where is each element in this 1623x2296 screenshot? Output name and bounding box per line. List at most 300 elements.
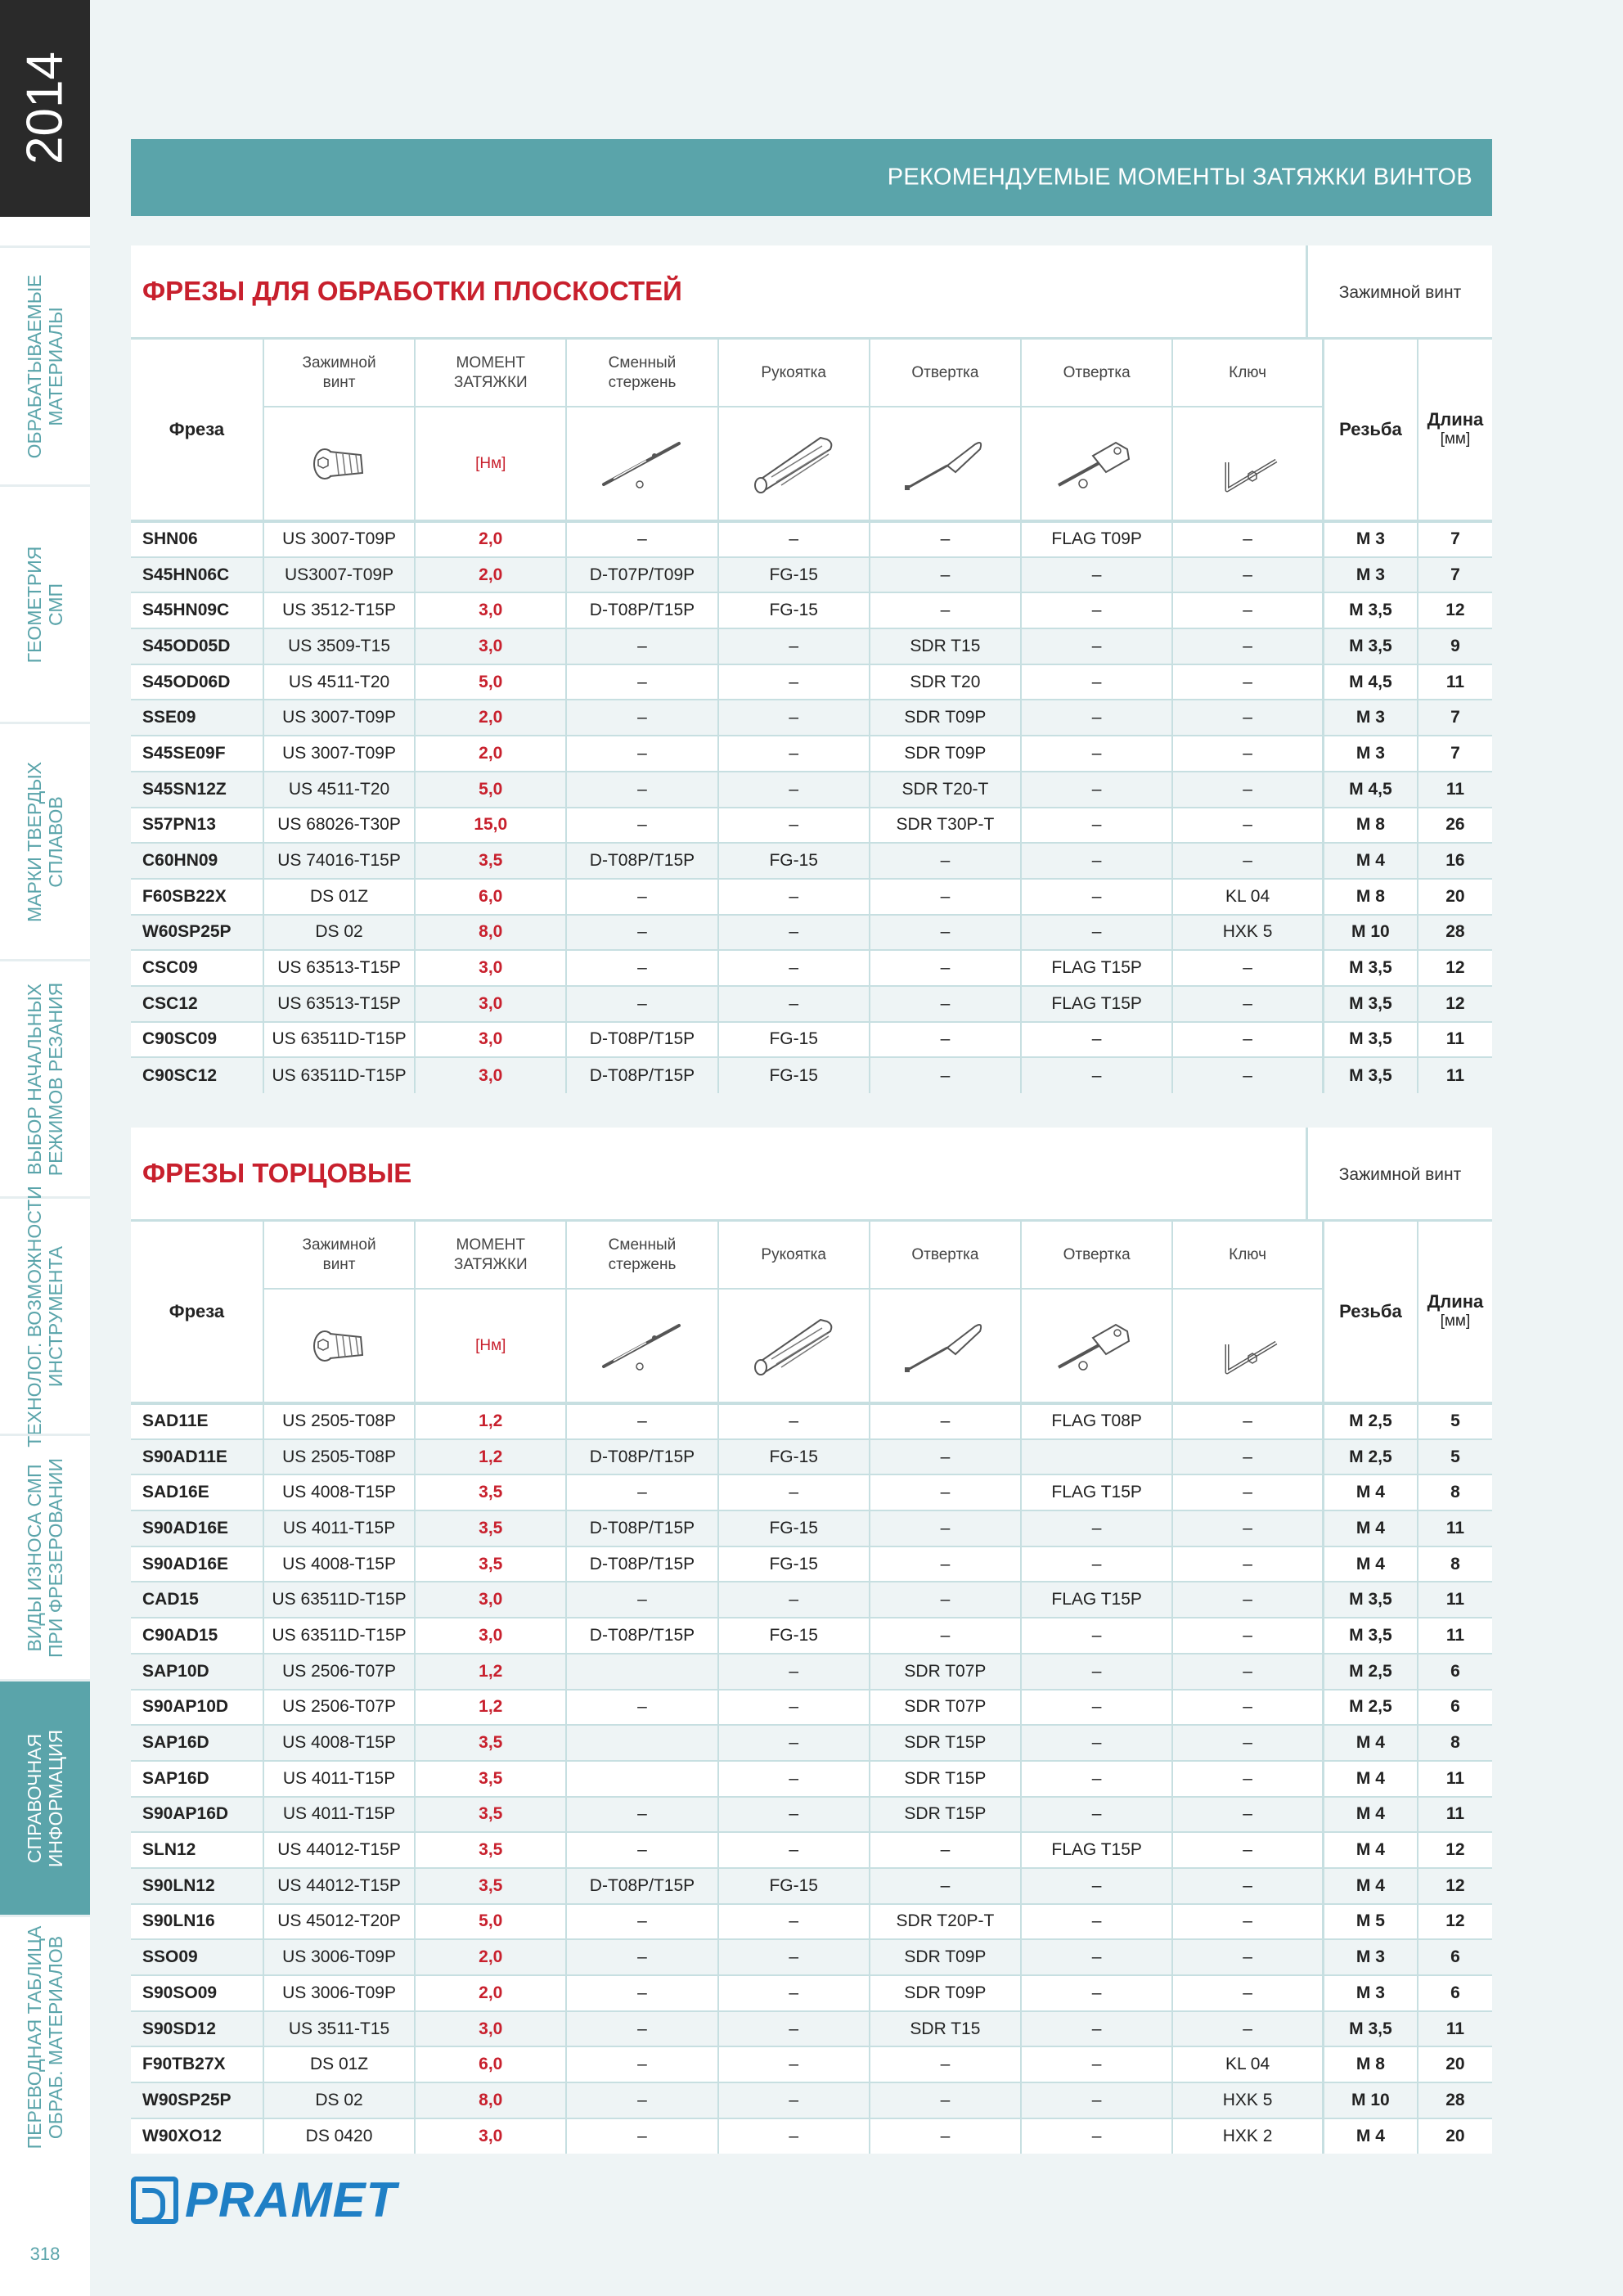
cell-flag-screwdriver: – <box>1021 700 1172 736</box>
cell-length: 20 <box>1418 2046 1492 2082</box>
cell-shaft: – <box>566 2011 717 2047</box>
table-row <box>131 950 1492 986</box>
sidebar-tab-label <box>24 1457 66 1657</box>
cell-torque: 3,0 <box>415 2011 566 2047</box>
cell-key: – <box>1172 1510 1323 1546</box>
cell-flag-screwdriver: FLAG T08P <box>1021 1403 1172 1439</box>
cell-clamp-screw: US 63511D-T15P <box>263 1582 415 1618</box>
cell-thread: M 2,5 <box>1323 1439 1417 1475</box>
cell-screwdriver: SDR T20 <box>870 664 1021 700</box>
cell-length: 7 <box>1418 557 1492 593</box>
cell-torque: 3,5 <box>415 1725 566 1761</box>
cell-screwdriver: – <box>870 950 1021 986</box>
cell-length: 6 <box>1418 1690 1492 1726</box>
page-number: 318 <box>29 2244 61 2264</box>
table-body <box>131 1403 1492 2154</box>
cell-clamp-screw: US 4008-T15P <box>263 1546 415 1582</box>
cell-length: 12 <box>1418 986 1492 1022</box>
col-header-key: Ключ <box>1172 340 1323 407</box>
cell-screwdriver: – <box>870 1832 1021 1868</box>
cell-handle: FG-15 <box>718 592 870 628</box>
cell-mill: F60SB22X <box>131 879 263 915</box>
cell-handle: – <box>718 700 870 736</box>
table-row <box>131 772 1492 808</box>
table-row <box>131 1868 1492 1904</box>
sidebar-tab-label-line: СПРАВОЧНАЯ <box>24 1733 45 1863</box>
year-badge <box>0 0 90 217</box>
table-row <box>131 808 1492 844</box>
cell-thread: M 10 <box>1323 915 1417 951</box>
cell-handle: – <box>718 664 870 700</box>
cell-key: – <box>1172 2011 1323 2047</box>
cell-shaft: – <box>566 2082 717 2118</box>
cell-mill: W60SP25P <box>131 915 263 951</box>
cell-torque: 1,2 <box>415 1654 566 1690</box>
cell-screwdriver: – <box>870 557 1021 593</box>
cell-handle: FG-15 <box>718 557 870 593</box>
cell-key: – <box>1172 1690 1323 1726</box>
cell-thread: M 3 <box>1323 521 1417 557</box>
cell-length: 11 <box>1418 1057 1492 1093</box>
table-body <box>131 521 1492 1093</box>
sidebar-tab-label <box>24 1729 66 1866</box>
cell-screwdriver: – <box>870 879 1021 915</box>
cell-length: 28 <box>1418 2082 1492 2118</box>
cell-screwdriver: SDR T20-T <box>870 772 1021 808</box>
cell-thread: M 8 <box>1323 2046 1417 2082</box>
cell-thread: M 2,5 <box>1323 1654 1417 1690</box>
cell-clamp-screw: US 63511D-T15P <box>263 1022 415 1058</box>
flag-screwdriver-icon <box>1021 407 1172 521</box>
cell-screwdriver: – <box>870 1022 1021 1058</box>
cell-handle: – <box>718 772 870 808</box>
cell-mill: S90AD16E <box>131 1546 263 1582</box>
cell-length: 7 <box>1418 521 1492 557</box>
cell-handle: – <box>718 2118 870 2154</box>
cell-flag-screwdriver: – <box>1021 1690 1172 1726</box>
cell-shaft: – <box>566 1904 717 1940</box>
cell-handle: – <box>718 521 870 557</box>
col-header-torque: МОМЕНТ ЗАТЯЖКИ <box>415 1222 566 1289</box>
col-header-shaft: Сменный стержень <box>566 1222 717 1289</box>
cell-shaft: – <box>566 1832 717 1868</box>
cell-length: 11 <box>1418 1022 1492 1058</box>
cell-thread: M 4 <box>1323 1761 1417 1797</box>
cell-clamp-screw: DS 02 <box>263 2082 415 2118</box>
cell-shaft: D-T08P/T15P <box>566 592 717 628</box>
sidebar-tab[interactable] <box>0 959 90 1196</box>
col-header-mill: Фреза <box>131 1222 263 1403</box>
cell-length: 5 <box>1418 1439 1492 1475</box>
table-row <box>131 1022 1492 1058</box>
cell-length: 11 <box>1418 1582 1492 1618</box>
cell-torque: 1,2 <box>415 1403 566 1439</box>
sidebar-tab[interactable] <box>0 722 90 959</box>
cell-screwdriver: – <box>870 592 1021 628</box>
cell-screwdriver: SDR T15P <box>870 1797 1021 1833</box>
cell-mill: SSE09 <box>131 700 263 736</box>
torx-bit-icon <box>566 1289 717 1403</box>
cell-clamp-screw: US 63513-T15P <box>263 986 415 1022</box>
screw-icon <box>263 407 415 521</box>
cell-handle: FG-15 <box>718 1510 870 1546</box>
cell-shaft: – <box>566 664 717 700</box>
table-header <box>131 1222 1492 1403</box>
cell-torque: 2,0 <box>415 736 566 772</box>
cell-clamp-screw: US 4008-T15P <box>263 1725 415 1761</box>
cell-mill: S90SO09 <box>131 1975 263 2011</box>
cell-clamp-screw: US 3007-T09P <box>263 736 415 772</box>
cell-mill: SLN12 <box>131 1832 263 1868</box>
cell-flag-screwdriver: – <box>1021 1725 1172 1761</box>
cell-flag-screwdriver: – <box>1021 1939 1172 1975</box>
cell-shaft: – <box>566 2046 717 2082</box>
cell-mill: C90AD15 <box>131 1618 263 1654</box>
cell-screwdriver: – <box>870 1474 1021 1510</box>
sidebar-tab[interactable] <box>0 1679 90 1915</box>
cell-handle: – <box>718 1975 870 2011</box>
cell-thread: M 2,5 <box>1323 1690 1417 1726</box>
cell-mill: S90AD16E <box>131 1510 263 1546</box>
cell-thread: M 3,5 <box>1323 950 1417 986</box>
cell-shaft: – <box>566 736 717 772</box>
cell-torque: 15,0 <box>415 808 566 844</box>
sidebar-tab[interactable] <box>0 245 90 484</box>
cell-torque: 8,0 <box>415 915 566 951</box>
cell-handle: – <box>718 1904 870 1940</box>
table-row <box>131 1057 1492 1093</box>
cell-mill: CSC12 <box>131 986 263 1022</box>
col-header-clamp-screw: Зажимной винт <box>263 340 415 407</box>
torque-unit: [Нм] <box>415 1289 566 1403</box>
cell-clamp-screw: US 3006-T09P <box>263 1939 415 1975</box>
cell-handle: – <box>718 736 870 772</box>
cell-mill: S90SD12 <box>131 2011 263 2047</box>
cell-flag-screwdriver: – <box>1021 1618 1172 1654</box>
cell-key: – <box>1172 1022 1323 1058</box>
cell-key: – <box>1172 1797 1323 1833</box>
cell-screwdriver: SDR T30P-T <box>870 808 1021 844</box>
cell-key: HXK 2 <box>1172 2118 1323 2154</box>
table-row <box>131 1546 1492 1582</box>
cell-clamp-screw: US 45012-T20P <box>263 1904 415 1940</box>
cell-thread: M 3,5 <box>1323 1618 1417 1654</box>
cell-length: 28 <box>1418 915 1492 951</box>
sidebar-tab-label <box>24 982 66 1175</box>
cell-thread: M 3,5 <box>1323 986 1417 1022</box>
cell-screwdriver: – <box>870 2046 1021 2082</box>
sidebar-tab[interactable] <box>0 1434 90 1679</box>
col-header-handle: Рукоятка <box>718 1222 870 1289</box>
cell-key: – <box>1172 1725 1323 1761</box>
cell-torque: 3,0 <box>415 628 566 664</box>
sidebar-tab-label-line: ВИДЫ ИЗНОСА СМП <box>24 1463 45 1652</box>
cell-flag-screwdriver: – <box>1021 808 1172 844</box>
cell-clamp-screw: US 2506-T07P <box>263 1654 415 1690</box>
cell-thread: M 3 <box>1323 1939 1417 1975</box>
cell-length: 12 <box>1418 1868 1492 1904</box>
col-header-flag-screwdriver: Отвертка <box>1021 1222 1172 1289</box>
cell-clamp-screw: US 4511-T20 <box>263 664 415 700</box>
sidebar <box>0 0 90 2296</box>
cell-key: – <box>1172 1832 1323 1868</box>
cell-torque: 2,0 <box>415 521 566 557</box>
cell-clamp-screw: US 68026-T30P <box>263 808 415 844</box>
table-row <box>131 2118 1492 2154</box>
cell-handle: – <box>718 1939 870 1975</box>
cell-torque: 3,0 <box>415 986 566 1022</box>
cell-flag-screwdriver: – <box>1021 736 1172 772</box>
cell-mill: S45SE09F <box>131 736 263 772</box>
cell-screwdriver: – <box>870 1439 1021 1475</box>
cell-clamp-screw: US3007-T09P <box>263 557 415 593</box>
cell-screwdriver: SDR T07P <box>870 1690 1021 1726</box>
torx-bit-icon <box>566 407 717 521</box>
cell-torque: 2,0 <box>415 1939 566 1975</box>
cell-handle: – <box>718 1725 870 1761</box>
sidebar-tab-label-line: ТЕХНОЛОГ. ВОЗМОЖНОСТИ <box>24 1185 45 1447</box>
cell-shaft: – <box>566 1939 717 1975</box>
cell-torque: 3,5 <box>415 1761 566 1797</box>
cell-thread: M 3,5 <box>1323 1582 1417 1618</box>
hex-key-icon <box>1172 1289 1323 1403</box>
cell-flag-screwdriver: – <box>1021 843 1172 879</box>
cell-flag-screwdriver: – <box>1021 557 1172 593</box>
hex-key-icon <box>1172 407 1323 521</box>
cell-thread: M 10 <box>1323 2082 1417 2118</box>
table-row <box>131 1725 1492 1761</box>
cell-flag-screwdriver: – <box>1021 772 1172 808</box>
handle-icon <box>718 1289 870 1403</box>
table-row <box>131 1439 1492 1475</box>
cell-screwdriver: SDR T15 <box>870 628 1021 664</box>
cell-handle: – <box>718 2011 870 2047</box>
cell-length: 6 <box>1418 1975 1492 2011</box>
cell-torque: 3,0 <box>415 1582 566 1618</box>
table-row <box>131 664 1492 700</box>
cell-clamp-screw: US 4511-T20 <box>263 772 415 808</box>
cell-key: – <box>1172 1546 1323 1582</box>
cell-mill: S90AD11E <box>131 1439 263 1475</box>
cell-torque: 3,5 <box>415 1832 566 1868</box>
cell-length: 6 <box>1418 1939 1492 1975</box>
cell-mill: S45OD05D <box>131 628 263 664</box>
cell-shaft <box>566 1654 717 1690</box>
cell-flag-screwdriver <box>1021 1439 1172 1475</box>
cell-screwdriver: – <box>870 1510 1021 1546</box>
cell-handle: – <box>718 1474 870 1510</box>
sidebar-tab-label-line: ВЫБОР НАЧАЛЬНЫХ <box>24 983 45 1175</box>
cell-thread: M 3 <box>1323 736 1417 772</box>
cell-shaft: – <box>566 1975 717 2011</box>
cell-flag-screwdriver: – <box>1021 2082 1172 2118</box>
cell-mill: C90SC12 <box>131 1057 263 1093</box>
section-header <box>131 1128 1492 1222</box>
cell-length: 11 <box>1418 1797 1492 1833</box>
cell-clamp-screw: US 4011-T15P <box>263 1510 415 1546</box>
cell-flag-screwdriver: – <box>1021 1546 1172 1582</box>
cell-flag-screwdriver: – <box>1021 2118 1172 2154</box>
cell-torque: 3,0 <box>415 950 566 986</box>
cell-length: 20 <box>1418 2118 1492 2154</box>
cell-shaft: D-T08P/T15P <box>566 1868 717 1904</box>
cell-mill: S90LN12 <box>131 1868 263 1904</box>
cell-handle: – <box>718 628 870 664</box>
cell-handle: – <box>718 1832 870 1868</box>
page-header-banner <box>131 139 1492 216</box>
col-header-screwdriver: Отвертка <box>870 1222 1021 1289</box>
cell-screwdriver: – <box>870 1618 1021 1654</box>
cell-length: 7 <box>1418 700 1492 736</box>
cell-key: – <box>1172 1057 1323 1093</box>
cell-handle: FG-15 <box>718 1057 870 1093</box>
cell-flag-screwdriver: FLAG T15P <box>1021 986 1172 1022</box>
cell-handle: – <box>718 950 870 986</box>
cell-mill: C60HN09 <box>131 843 263 879</box>
cell-thread: M 3 <box>1323 1975 1417 2011</box>
col-header-flag-screwdriver: Отвертка <box>1021 340 1172 407</box>
table-row <box>131 843 1492 879</box>
sidebar-tab-label-line: РЕЖИМОВ РЕЗАНИЯ <box>45 982 66 1176</box>
cell-handle: FG-15 <box>718 1618 870 1654</box>
cell-clamp-screw: DS 01Z <box>263 879 415 915</box>
cell-shaft: – <box>566 521 717 557</box>
cell-length: 8 <box>1418 1725 1492 1761</box>
sidebar-tab[interactable] <box>0 484 90 722</box>
cell-screwdriver: SDR T15P <box>870 1725 1021 1761</box>
cell-thread: M 2,5 <box>1323 1403 1417 1439</box>
sidebar-tab-label <box>24 1186 66 1447</box>
section-end-mills <box>131 1128 1492 2154</box>
cell-handle: – <box>718 808 870 844</box>
sidebar-tab-label-line: МАРКИ ТВЕРДЫХ <box>24 761 45 922</box>
cell-length: 12 <box>1418 950 1492 986</box>
cell-handle: – <box>718 1403 870 1439</box>
cell-handle: FG-15 <box>718 1022 870 1058</box>
cell-handle: – <box>718 1761 870 1797</box>
cell-clamp-screw: US 3511-T15 <box>263 2011 415 2047</box>
cell-length: 26 <box>1418 808 1492 844</box>
cell-screwdriver: – <box>870 986 1021 1022</box>
sidebar-tab-label <box>24 274 66 458</box>
cell-mill: F90TB27X <box>131 2046 263 2082</box>
cell-screwdriver: – <box>870 1868 1021 1904</box>
cell-flag-screwdriver: FLAG T09P <box>1021 521 1172 557</box>
cell-shaft: D-T08P/T15P <box>566 1439 717 1475</box>
table-row <box>131 879 1492 915</box>
cell-flag-screwdriver: FLAG T15P <box>1021 1474 1172 1510</box>
cell-shaft <box>566 1725 717 1761</box>
cell-torque: 3,5 <box>415 1510 566 1546</box>
cell-flag-screwdriver: – <box>1021 1904 1172 1940</box>
cell-flag-screwdriver: – <box>1021 628 1172 664</box>
cell-length: 16 <box>1418 843 1492 879</box>
cell-shaft: – <box>566 879 717 915</box>
cell-length: 7 <box>1418 736 1492 772</box>
sidebar-tab-label <box>24 1925 66 2149</box>
sidebar-tab-label-line: ПЕРЕВОДНАЯ ТАБЛИЦА <box>24 1925 45 2149</box>
cell-screwdriver: SDR T15P <box>870 1761 1021 1797</box>
col-header-clamp-screw: Зажимной винт <box>263 1222 415 1289</box>
cell-flag-screwdriver: – <box>1021 1797 1172 1833</box>
cell-torque: 3,5 <box>415 1546 566 1582</box>
cell-mill: S57PN13 <box>131 808 263 844</box>
cell-shaft: – <box>566 1582 717 1618</box>
col-header-length: Длина [мм] <box>1418 340 1492 521</box>
table-row <box>131 1690 1492 1726</box>
cell-thread: M 4,5 <box>1323 772 1417 808</box>
cell-shaft: D-T07P/T09P <box>566 557 717 593</box>
cell-thread: M 4 <box>1323 1797 1417 1833</box>
cell-mill: SSO09 <box>131 1939 263 1975</box>
cell-torque: 5,0 <box>415 664 566 700</box>
cell-flag-screwdriver: FLAG T15P <box>1021 950 1172 986</box>
sidebar-tab[interactable] <box>0 1915 90 2157</box>
cell-key: – <box>1172 1403 1323 1439</box>
cell-thread: M 4 <box>1323 843 1417 879</box>
cell-mill: S45HN09C <box>131 592 263 628</box>
cell-flag-screwdriver: FLAG T15P <box>1021 1582 1172 1618</box>
table-row <box>131 2011 1492 2047</box>
cell-length: 9 <box>1418 628 1492 664</box>
cell-shaft: – <box>566 808 717 844</box>
cell-key: – <box>1172 1761 1323 1797</box>
cell-length: 12 <box>1418 1832 1492 1868</box>
table-row <box>131 521 1492 557</box>
cell-torque: 3,5 <box>415 1797 566 1833</box>
table-row <box>131 700 1492 736</box>
sidebar-tab[interactable] <box>0 1185 90 1447</box>
cell-thread: M 3,5 <box>1323 628 1417 664</box>
cell-clamp-screw: US 44012-T15P <box>263 1832 415 1868</box>
cell-key: – <box>1172 557 1323 593</box>
sidebar-tab-label <box>24 762 66 922</box>
col-header-screwdriver: Отвертка <box>870 340 1021 407</box>
cell-shaft <box>566 1761 717 1797</box>
cell-key: – <box>1172 808 1323 844</box>
cell-flag-screwdriver: – <box>1021 915 1172 951</box>
cell-shaft: – <box>566 986 717 1022</box>
cell-shaft: D-T08P/T15P <box>566 843 717 879</box>
cell-torque: 6,0 <box>415 879 566 915</box>
cell-key: – <box>1172 843 1323 879</box>
cell-clamp-screw: US 3006-T09P <box>263 1975 415 2011</box>
table-row <box>131 1761 1492 1797</box>
cell-key: – <box>1172 628 1323 664</box>
cell-key: – <box>1172 1618 1323 1654</box>
cell-thread: M 3,5 <box>1323 1022 1417 1058</box>
col-header-shaft: Сменный стержень <box>566 340 717 407</box>
cell-clamp-screw: US 2505-T08P <box>263 1439 415 1475</box>
table-row <box>131 1510 1492 1546</box>
cell-length: 5 <box>1418 1403 1492 1439</box>
cell-clamp-screw: US 3512-T15P <box>263 592 415 628</box>
cell-shaft: – <box>566 915 717 951</box>
cell-screwdriver: – <box>870 521 1021 557</box>
table-row <box>131 1939 1492 1975</box>
clamp-screw-group-label: Зажимной винт <box>1306 1128 1492 1222</box>
table-row <box>131 592 1492 628</box>
cell-shaft: – <box>566 1690 717 1726</box>
cell-length: 20 <box>1418 879 1492 915</box>
cell-torque: 8,0 <box>415 2082 566 2118</box>
table-row <box>131 915 1492 951</box>
cell-handle: FG-15 <box>718 1439 870 1475</box>
cell-flag-screwdriver: FLAG T15P <box>1021 1832 1172 1868</box>
cell-key: – <box>1172 1474 1323 1510</box>
sidebar-tab-label <box>24 546 66 663</box>
screw-icon <box>263 1289 415 1403</box>
